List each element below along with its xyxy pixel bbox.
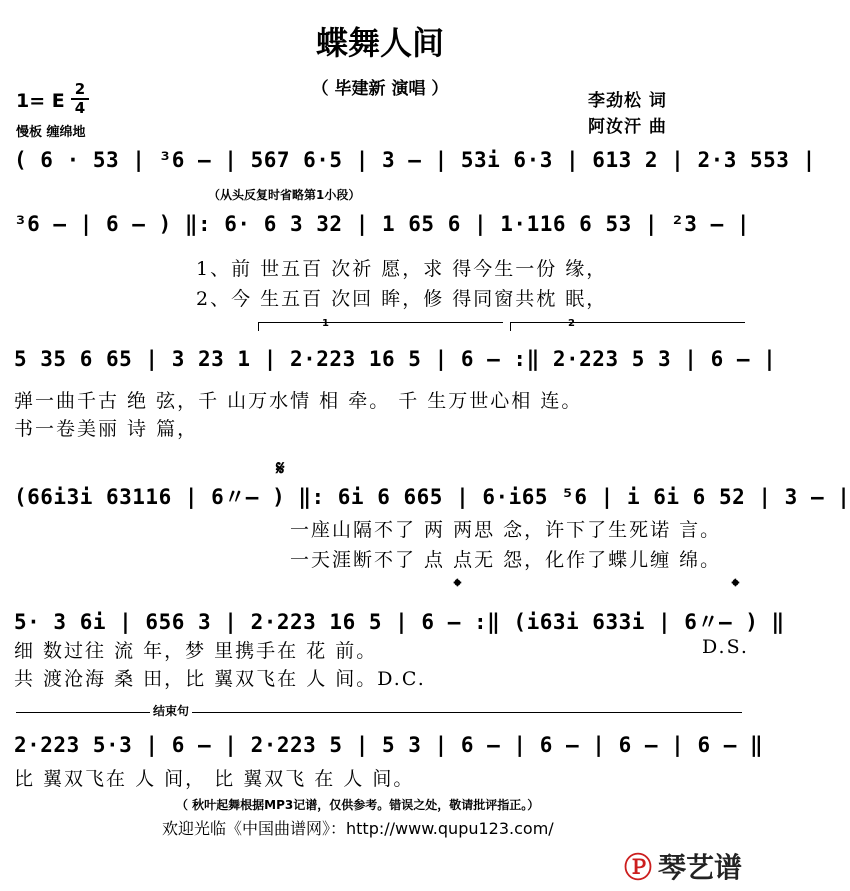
website-line: 欢迎光临《中国曲谱网》：http://www.qupu123.com/ bbox=[162, 819, 554, 838]
lyric-verse-1c: 一座山隔不了 两 两思 念，许下了生死诺 言。 bbox=[290, 519, 722, 541]
score-row-3: 5 35 6 65 | 3 23 1 | 2·223 16 5 | 6 – :‖ 2·223 5 3 | 6 – | bbox=[14, 347, 777, 371]
score-row-4: (66i3i 63116 | 6〃– ) ‖: 6i 6 665 | 6·i65 ⁵6 | i 6i 6 52 | 3 – | bbox=[14, 485, 850, 509]
lyric-verse-2b: 书一卷美丽 诗 篇， bbox=[14, 418, 199, 440]
lyric-ending: 比 翼双飞在 人 间， 比 翼双飞 在 人 间。 bbox=[14, 768, 415, 790]
volta-bracket-2 bbox=[510, 322, 745, 331]
lyric-verse-2a: 2、今 生五百 次回 眸，修 得同窗共枕 眠， bbox=[196, 288, 608, 310]
meter-top: 2 bbox=[74, 80, 86, 98]
logo-icon: Ⓟ bbox=[623, 851, 652, 884]
lyric-verse-1a: 1、前 世五百 次祈 愿，求 得今生一份 缘， bbox=[196, 258, 608, 280]
lyric-verse-1b: 弹一曲千古 绝 弦，千 山万水情 相 牵。 千 生万世心相 连。 bbox=[14, 390, 583, 412]
song-title: 蝶舞人间 bbox=[315, 24, 444, 62]
score-row-1: ( 6 · 53 | ³6 – | 567 6·5 | 3 – | 53i 6·3 | 613 2 | 2·3 553 | bbox=[14, 148, 816, 172]
lyric-verse-2d: 共 渡沧海 桑 田，比 翼双飞在 人 间。D.C. bbox=[14, 668, 426, 690]
score-row-5: 5· 3 6i | 656 3 | 2·223 16 5 | 6 – :‖ (i63i 633i | 6〃– ) ‖ bbox=[14, 610, 785, 634]
key-signature: 1= E bbox=[16, 90, 65, 112]
volta-bracket-1 bbox=[258, 322, 503, 331]
site-logo bbox=[624, 846, 742, 886]
singer-line: （ 毕建新 演唱 ） bbox=[311, 79, 449, 99]
score-row-2: ³6 – | 6 – ) ‖: 6· 6 3 32 | 1 65 6 | 1·116 6 53 | ²3 – | bbox=[14, 212, 751, 236]
ending-bracket bbox=[16, 712, 742, 721]
transcriber-note: （ 秋叶起舞根据MP3记谱，仅供参考。错误之处，敬请批评指正。） bbox=[176, 798, 540, 812]
score-row-6: 2·223 5·3 | 6 – | 2·223 5 | 5 3 | 6 – | 6 – | 6 – | 6 – ‖ bbox=[14, 733, 764, 757]
ending-label: 结束句 bbox=[150, 702, 192, 719]
tempo-marking: 慢板 缠绵地 bbox=[16, 125, 86, 140]
ds-marking: D.S. bbox=[702, 636, 749, 658]
time-signature bbox=[71, 82, 89, 116]
composer-credit: 阿汝汗 曲 bbox=[588, 117, 667, 137]
lyric-verse-2c: 一天涯断不了 点 点无 怨，化作了蝶儿缠 绵。 bbox=[290, 549, 722, 571]
volta-number-2: 2 bbox=[568, 318, 575, 329]
segno-sign: 𝄋 bbox=[276, 456, 285, 480]
lyric-verse-1d: 细 数过往 流 年，梦 里携手在 花 前。 bbox=[14, 640, 378, 662]
volta-number-1: 1 bbox=[322, 318, 329, 329]
coda-sign-1: 𝄌 bbox=[454, 574, 461, 598]
logo-text: 琴艺谱 bbox=[657, 851, 742, 884]
coda-sign-2: 𝄌 bbox=[732, 574, 739, 598]
meter-bottom: 4 bbox=[74, 99, 86, 117]
lyricist-credit: 李劲松 词 bbox=[588, 91, 667, 111]
repeat-note: （从头反复时省略第1小段） bbox=[208, 188, 361, 202]
